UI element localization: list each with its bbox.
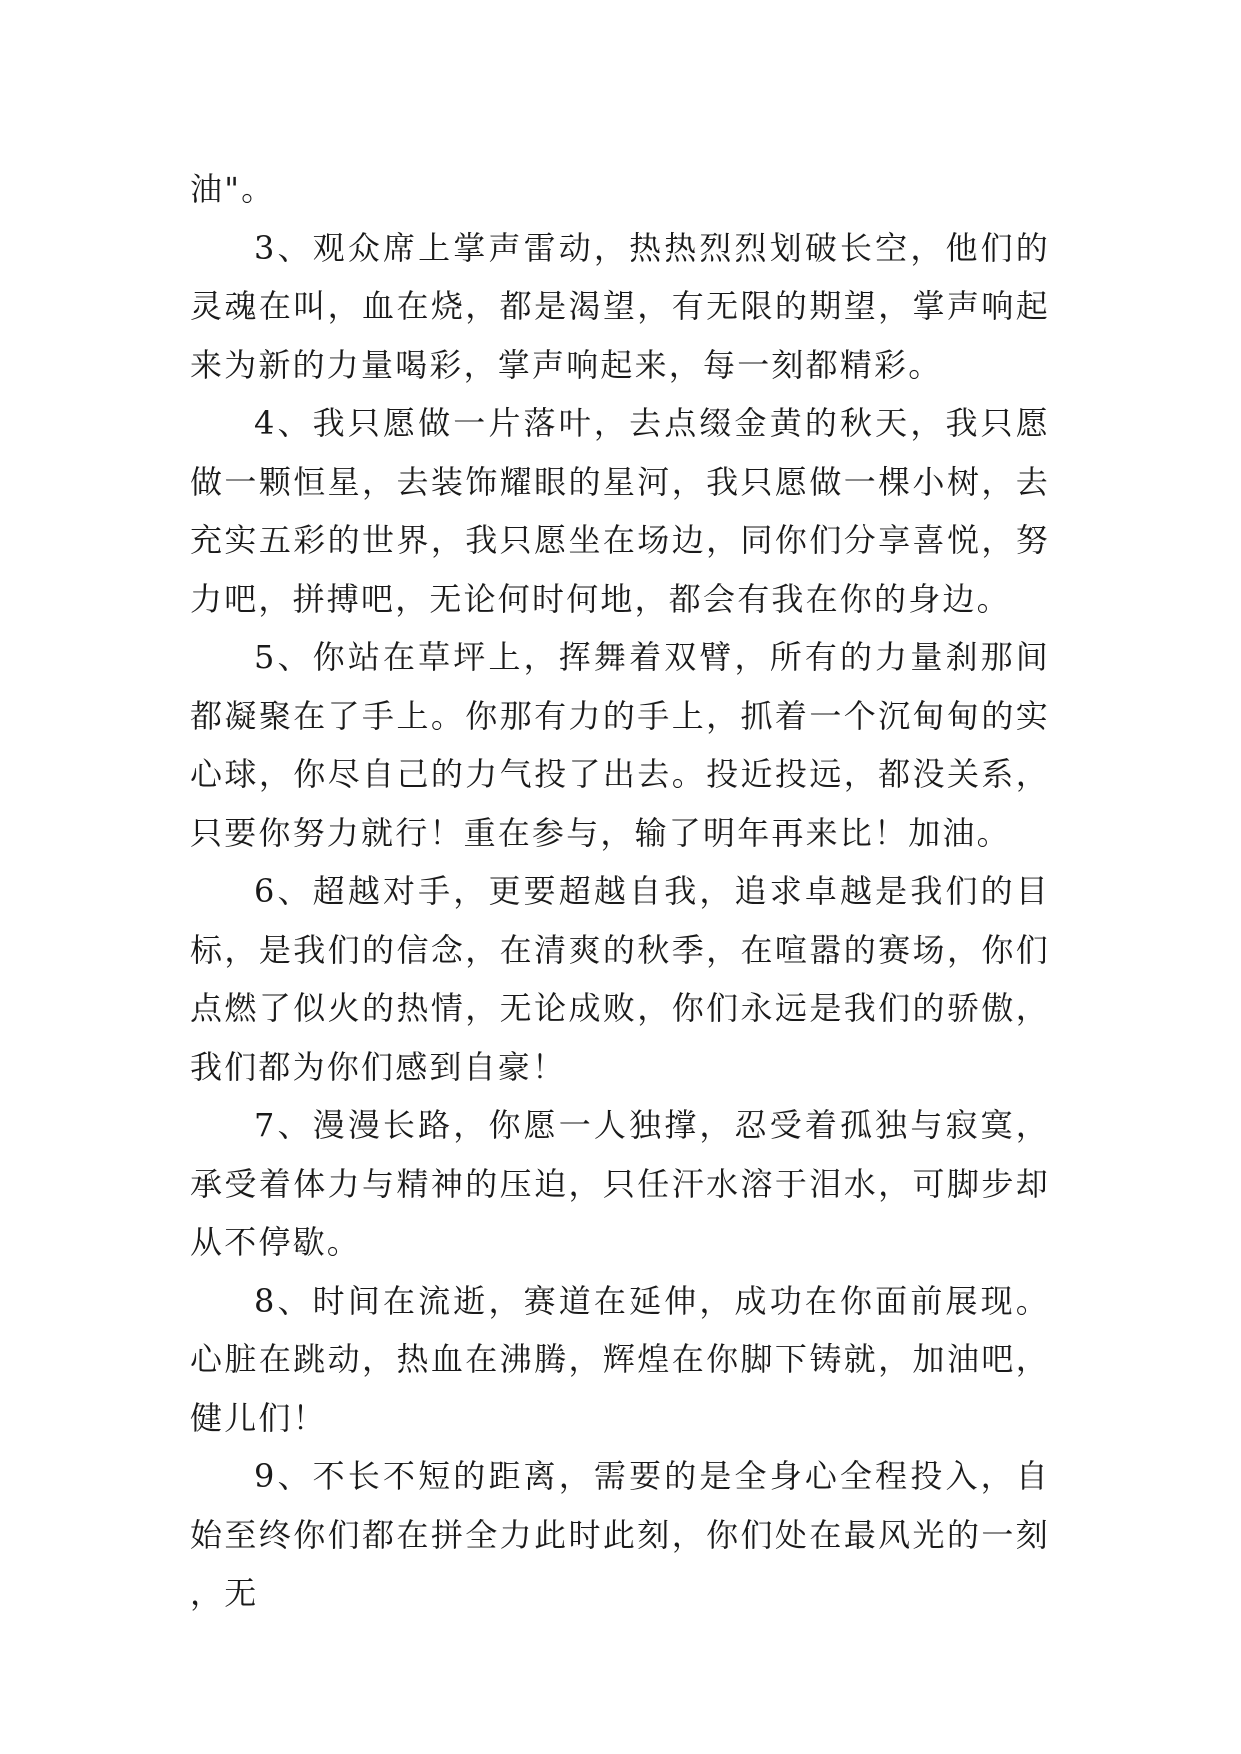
paragraph-item-5: 5、你站在草坪上，挥舞着双臂，所有的力量刹那间都凝聚在了手上。你那有力的手上，抓着一个沉甸甸的实心球，你尽自己的力气投了出去。投近投远，都没关系，只要你努力就行！重在参与，输了明年再来比！加油。 — [190, 638, 1050, 852]
paragraph-item-9: 9、不长不短的距离，需要的是全身心全程投入，自始至终你们都在拼全力此时此刻，你们处在最风光的一刻，无 — [190, 1457, 1050, 1612]
paragraph-item-7: 7、漫漫长路，你愿一人独撑，忍受着孤独与寂寞，承受着体力与精神的压迫，只任汗水溶于泪水，可脚步却从不停歇。 — [190, 1106, 1050, 1261]
paragraph-item-3: 3、观众席上掌声雷动，热热烈烈划破长空，他们的灵魂在叫，血在烧，都是渴望，有无限的期望，掌声响起来为新的力量喝彩，掌声响起来，每一刻都精彩。 — [190, 228, 1050, 384]
paragraph-item-8: 8、时间在流逝，赛道在延伸，成功在你面前展现。心脏在跳动，热血在沸腾，辉煌在你脚下铸就，加油吧，健儿们！ — [190, 1281, 1050, 1437]
document-body — [190, 160, 1050, 1623]
paragraph-continuation: 油"。 — [190, 170, 276, 208]
paragraph-item-4: 4、我只愿做一片落叶，去点缀金黄的秋天，我只愿做一颗恒星，去装饰耀眼的星河，我只愿做一棵小树，去充实五彩的世界，我只愿坐在场边，同你们分享喜悦，努力吧，拼搏吧，无论何时何地，都会有我在你的身边。 — [190, 404, 1050, 618]
paragraph-item-6: 6、超越对手，更要超越自我，追求卓越是我们的目标，是我们的信念，在清爽的秋季，在喧嚣的赛场，你们点燃了似火的热情，无论成败，你们永远是我们的骄傲，我们都为你们感到自豪！ — [190, 872, 1050, 1086]
